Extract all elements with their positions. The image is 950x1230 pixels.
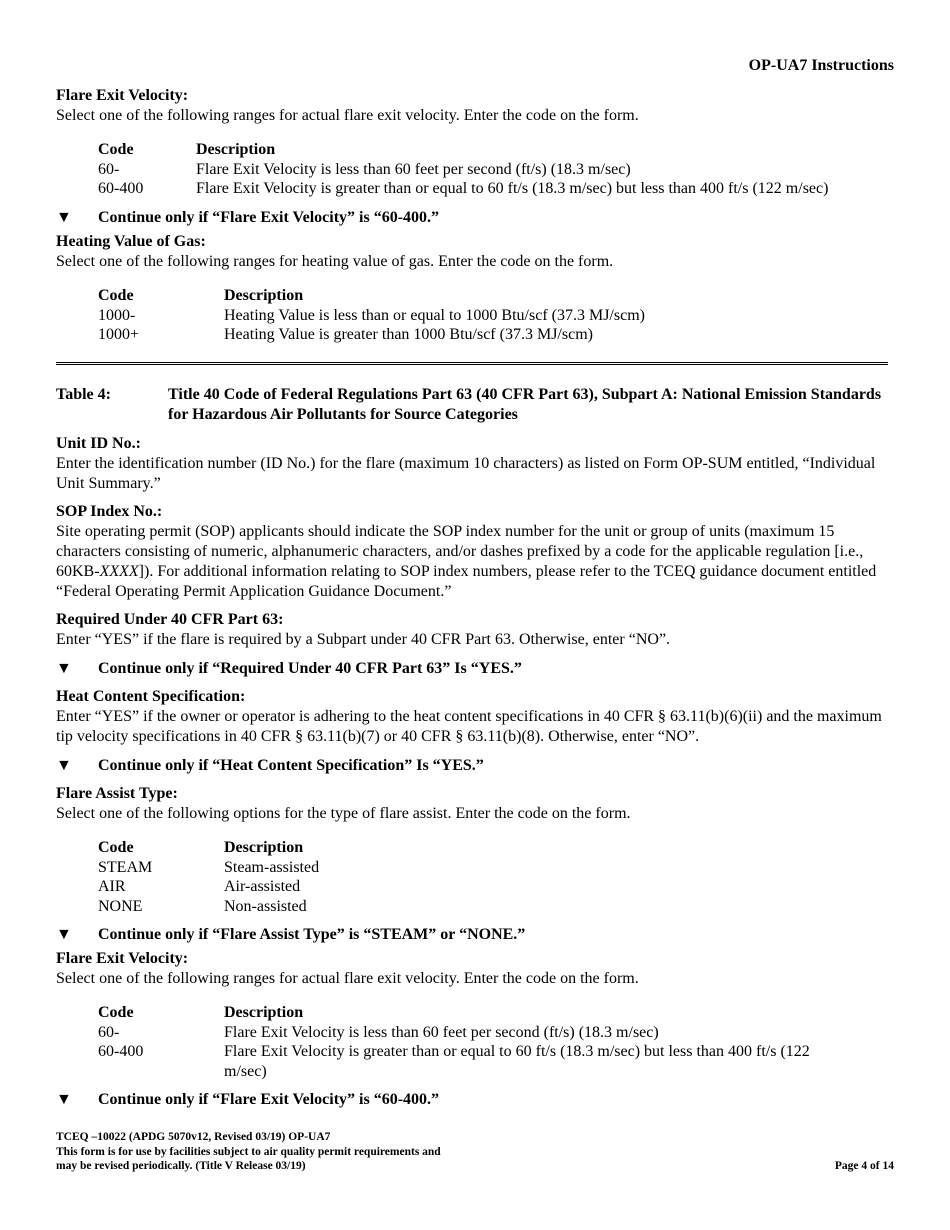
section-flare-assist-type bbox=[56, 784, 894, 945]
section-heading: SOP Index No.: bbox=[56, 503, 163, 520]
description-cell: Flare Exit Velocity is greater than or equal to 60 ft/s (18.3 m/sec) but less than 400 ft/s (122 m/sec) bbox=[196, 180, 829, 197]
footer-notice-line: This form is for use by facilities subject to air quality permit requirements and bbox=[56, 1145, 441, 1158]
section-divider bbox=[56, 362, 888, 365]
page-number: Page 4 of 14 bbox=[834, 1160, 894, 1172]
continue-instruction bbox=[56, 208, 894, 228]
section-heat-content bbox=[56, 687, 894, 776]
code-table bbox=[98, 286, 894, 345]
down-triangle-icon: ▼ bbox=[56, 757, 72, 774]
col-description: Description bbox=[224, 1004, 304, 1021]
section-heading: Flare Exit Velocity: bbox=[56, 87, 189, 104]
col-description: Description bbox=[196, 141, 276, 158]
code-table bbox=[98, 838, 894, 916]
table-title-text: Title 40 Code of Federal Regulations Part 63 (40 CFR Part 63), Subpart A: National Emission Standards for Hazardous Air Pollutants for Source Categories bbox=[168, 386, 882, 423]
col-description: Description bbox=[224, 839, 304, 856]
description-cell: Flare Exit Velocity is less than 60 feet per second (ft/s) (18.3 m/sec) bbox=[224, 1023, 659, 1041]
sop-text-part: ]). For additional information relating to SOP index numbers, please refer to the TCEQ guidance document entitled “Federal Operating Permit Application Guidance Document.” bbox=[56, 563, 877, 600]
continue-text: Continue only if “Heat Content Specification” Is “YES.” bbox=[98, 757, 484, 774]
code-table bbox=[98, 140, 894, 199]
continue-instruction bbox=[56, 659, 894, 679]
continue-instruction bbox=[56, 1090, 894, 1110]
code-table bbox=[98, 1003, 894, 1081]
col-code: Code bbox=[98, 839, 134, 856]
table-4-title bbox=[56, 385, 888, 425]
page-header-title: OP-UA7 Instructions bbox=[748, 57, 894, 74]
code-cell: AIR bbox=[98, 878, 126, 895]
code-table-header bbox=[98, 140, 894, 160]
table-row bbox=[98, 897, 894, 917]
sop-text-italic: XXXX bbox=[99, 563, 139, 580]
section-heading: Heat Content Specification: bbox=[56, 688, 246, 705]
section-text: Enter the identification number (ID No.) for the flare (maximum 10 characters) as listed on Form OP-SUM entitled, “Individual Unit Summary.” bbox=[56, 455, 876, 492]
down-triangle-icon: ▼ bbox=[56, 1091, 72, 1108]
continue-text: Continue only if “Flare Exit Velocity” is “60-400.” bbox=[98, 1091, 440, 1108]
description-cell: Steam-assisted bbox=[224, 858, 320, 876]
down-triangle-icon: ▼ bbox=[56, 926, 72, 943]
down-triangle-icon: ▼ bbox=[56, 660, 72, 677]
section-text: Select one of the following ranges for actual flare exit velocity. Enter the code on the form. bbox=[56, 107, 639, 124]
section-sop-index bbox=[56, 502, 891, 602]
sop-text-part: Site operating permit (SOP) applicants should indicate the SOP index number for the unit or group of units (maximum 15 characters consisting of numeric, alphanumeric characters, and/or dashes prefixed by a code for the applicable regulation [i.e., 60KB- bbox=[56, 523, 864, 580]
continue-instruction bbox=[56, 925, 894, 945]
description-cell: Flare Exit Velocity is less than 60 feet per second (ft/s) (18.3 m/sec) bbox=[196, 160, 631, 178]
section-text: Select one of the following ranges for heating value of gas. Enter the code on the form. bbox=[56, 253, 614, 270]
section-heading: Flare Exit Velocity: bbox=[56, 950, 189, 967]
col-code: Code bbox=[98, 1004, 134, 1021]
section-flare-exit-velocity-1 bbox=[56, 86, 894, 228]
table-row bbox=[98, 179, 894, 199]
table-label: Table 4: bbox=[56, 386, 111, 403]
col-code: Code bbox=[98, 287, 134, 304]
code-cell: NONE bbox=[98, 897, 143, 915]
description-cell: Non-assisted bbox=[224, 897, 307, 915]
table-row bbox=[98, 877, 894, 897]
code-cell: 60-400 bbox=[98, 180, 144, 197]
continue-text: Continue only if “Flare Assist Type” is “STEAM” or “NONE.” bbox=[98, 926, 526, 943]
continue-instruction bbox=[56, 756, 894, 776]
continue-text: Continue only if “Required Under 40 CFR Part 63” Is “YES.” bbox=[98, 660, 522, 677]
section-heating-value bbox=[56, 232, 894, 345]
table-row bbox=[98, 160, 894, 180]
section-text: Select one of the following ranges for actual flare exit velocity. Enter the code on the form. bbox=[56, 970, 639, 987]
code-table-header bbox=[98, 286, 894, 306]
section-text: Enter “YES” if the flare is required by a Subpart under 40 CFR Part 63. Otherwise, enter “NO”. bbox=[56, 631, 671, 648]
section-text: Enter “YES” if the owner or operator is adhering to the heat content specifications in 40 CFR § 63.11(b)(6)(ii) and the maximum tip velocity specifications in 40 CFR § 63.11(b)(7) or 40 CFR § 63.11(b)(8). Otherwise, enter “NO”. bbox=[56, 708, 882, 745]
table-row bbox=[98, 306, 894, 326]
table-row bbox=[98, 1023, 894, 1043]
description-cell: Heating Value is less than or equal to 1000 Btu/scf (37.3 MJ/scm) bbox=[224, 306, 645, 324]
section-flare-exit-velocity-2 bbox=[56, 949, 894, 1110]
section-heading: Unit ID No.: bbox=[56, 435, 141, 452]
code-cell: 1000- bbox=[98, 306, 136, 324]
section-heading: Heating Value of Gas: bbox=[56, 233, 206, 250]
table-row bbox=[98, 1042, 894, 1081]
description-cell: Air-assisted bbox=[224, 878, 301, 895]
page-footer bbox=[56, 1130, 894, 1174]
code-table-header bbox=[98, 838, 894, 858]
description-cell: Flare Exit Velocity is greater than or equal to 60 ft/s (18.3 m/sec) but less than 400 ft/s (122 m/sec) bbox=[224, 1043, 810, 1080]
code-cell: 1000+ bbox=[98, 326, 140, 343]
section-required-part-63 bbox=[56, 610, 894, 679]
col-code: Code bbox=[98, 141, 134, 158]
table-row bbox=[98, 858, 894, 878]
continue-text: Continue only if “Flare Exit Velocity” is “60-400.” bbox=[98, 208, 440, 226]
footer-form-id: TCEQ –10022 (APDG 5070v12, Revised 03/19) OP-UA7 bbox=[56, 1131, 331, 1143]
section-text bbox=[56, 522, 891, 602]
down-triangle-icon: ▼ bbox=[56, 208, 72, 226]
section-heading: Required Under 40 CFR Part 63: bbox=[56, 611, 284, 628]
table-row bbox=[98, 325, 894, 345]
code-cell: 60-400 bbox=[98, 1043, 144, 1060]
code-cell: 60- bbox=[98, 1023, 120, 1041]
footer-notice-line: may be revised periodically. (Title V Release 03/19) bbox=[56, 1160, 306, 1172]
section-text: Select one of the following options for the type of flare assist. Enter the code on the form. bbox=[56, 805, 631, 822]
code-table-header bbox=[98, 1003, 894, 1023]
description-cell: Heating Value is greater than 1000 Btu/scf (37.3 MJ/scm) bbox=[224, 326, 593, 343]
code-cell: 60- bbox=[98, 160, 120, 178]
section-unit-id bbox=[56, 434, 886, 494]
section-heading: Flare Assist Type: bbox=[56, 785, 178, 802]
code-cell: STEAM bbox=[98, 858, 153, 876]
col-description: Description bbox=[224, 287, 304, 304]
